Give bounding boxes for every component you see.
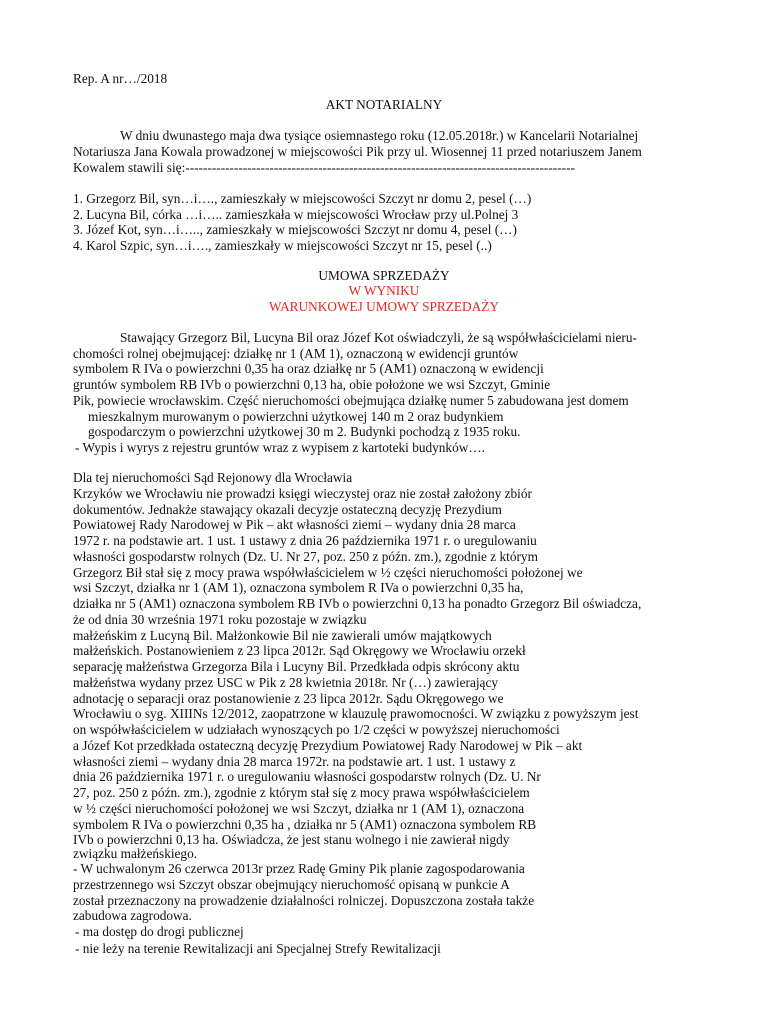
intro-line: Notariusza Jana Kowala prowadzonej w miejscowości Pik przy ul. Wiosennej 11 przed notariuszem Janem bbox=[73, 144, 642, 159]
paragraph-line: własności gospodarstw rolnych (Dz. U. Nr 27, poz. 250 z późn. zm.), zgodnie z którym bbox=[73, 549, 538, 564]
paragraph-line: został przeznaczony na prowadzenie działalności rolniczej. Dopuszczona została także bbox=[73, 893, 535, 908]
paragraph-line: Dla tej nieruchomości Sąd Rejonowy dla Wrocławia bbox=[73, 470, 353, 485]
paragraph-line: symbolem R IVa o powierzchni 0,35 ha , działka nr 5 (AM1) oznaczona symbolem RB bbox=[73, 817, 537, 832]
paragraph-line: dnia 26 października 1971 r. o uregulowaniu własności gospodarstw rolnych (Dz. U. Nr bbox=[73, 769, 541, 784]
paragraph-line: adnotację o separacji oraz postanowienie z 23 lipca 2012r. Sądu Okręgowego we bbox=[73, 691, 504, 706]
paragraph-line: własności ziemi – wydany dnia 28 marca 1972r. na podstawie art. 1 ust. 1 ustawy z bbox=[73, 754, 516, 769]
document-title: AKT NOTARIALNY bbox=[325, 97, 443, 112]
paragraph-line: separację małżeństwa Grzegorza Bila i Lucyny Bil. Przedkłada odpis skrócony aktu bbox=[73, 659, 520, 674]
paragraph-line: Pik, powiecie wrocławskim. Część nieruchomości obejmująca działkę numer 5 zabudowana jest domem bbox=[73, 393, 629, 408]
paragraph-line: gospodarczym o powierzchni użytkowej 30 m 2. Budynki pochodzą z 1935 roku. bbox=[88, 424, 521, 439]
intro-line: W dniu dwunastego maja dwa tysiące osiemnastego roku (12.05.2018r.) w Kancelarii Notarialnej bbox=[120, 128, 639, 143]
bullet-item: - Wypis i wyrys z rejestru gruntów wraz z wypisem z kartoteki budynków…. bbox=[75, 440, 485, 455]
paragraph-line: małżeńskim z Lucyną Bil. Małżonkowie Bil nie zawierali umów majątkowych bbox=[73, 628, 492, 643]
paragraph-line: przestrzennego wsi Szczyt obszar obejmujący nieruchomość opisaną w punkcie A bbox=[73, 877, 510, 892]
paragraph-line: chomości rolnej obejmującej: działkę nr 1 (AM 1), oznaczoną w ewidencji gruntów bbox=[73, 346, 519, 361]
party-item: 2. Lucyna Bil, córka …i….. zamieszkała w miejscowości Wrocław przy ul.Polnej 3 bbox=[73, 207, 519, 222]
paragraph-line: że od dnia 30 września 1971 roku pozostaje w związku bbox=[73, 612, 367, 627]
paragraph-line: Krzyków we Wrocławiu nie prowadzi księgi wieczystej oraz nie został założony zbiór bbox=[73, 486, 532, 501]
paragraph-line: dokumentów. Jednakże stawający okazali decyzje ostateczną decyzję Prezydium bbox=[73, 502, 502, 517]
paragraph-line: małżeństwa wydany przez USC w Pik z 28 kwietnia 2018r. Nr (…) zawierający bbox=[73, 675, 499, 690]
intro-line: Kowalem stawili się:---------------------------------------------------------------------------------------- bbox=[73, 160, 575, 175]
agreement-subtitle: WARUNKOWEJ UMOWY SPRZEDAŻY bbox=[269, 299, 499, 314]
party-item: 4. Karol Szpic, syn…i…., zamieszkały w miejscowości Szczyt nr 15, pesel (..) bbox=[73, 238, 492, 253]
party-item: 3. Józef Kot, syn…i….., zamieszkały w miejscowości Szczyt nr domu 4, pesel (…) bbox=[73, 222, 517, 237]
paragraph-line: on współwłaścicielem w udziałach wynoszących po 1/2 części w powyższej nieruchomości bbox=[73, 722, 560, 737]
rep-number: Rep. A nr…/2018 bbox=[73, 71, 168, 86]
paragraph-line: w ½ części nieruchomości położonej we wsi Szczyt, działka nr 1 (AM 1), oznaczona bbox=[73, 801, 525, 816]
paragraph-line: 1972 r. na podstawie art. 1 ust. 1 ustawy z dnia 26 października 1971 r. o uregulowaniu bbox=[73, 533, 537, 548]
party-item: 1. Grzegorz Bil, syn…i…., zamieszkały w miejscowości Szczyt nr domu 2, pesel (…) bbox=[73, 191, 532, 206]
paragraph-line: symbolem R IVa o powierzchni 0,35 ha oraz działkę nr 5 (AM1) oznaczoną w ewidencji bbox=[73, 361, 544, 376]
paragraph-line: zabudowa zagrodowa. bbox=[73, 908, 192, 923]
agreement-subtitle: W WYNIKU bbox=[348, 283, 420, 298]
paragraph-line: a Józef Kot przedkłada ostateczną decyzję Prezydium Powiatowej Rady Narodowej w Pik – akt bbox=[73, 738, 583, 753]
paragraph-line: mieszkalnym murowanym o powierzchni użytkowej 140 m 2 oraz budynkiem bbox=[88, 409, 504, 424]
paragraph-line: Grzegorz Bił stał się z mocy prawa współwłaścicielem w ½ części nieruchomości położonej we bbox=[73, 565, 583, 580]
paragraph-line: wsi Szczyt, działka nr 1 (AM 1), oznaczona symbolem R IVa o powierzchni 0,35 ha, bbox=[73, 580, 524, 595]
paragraph-line: Stawający Grzegorz Bil, Lucyna Bil oraz Józef Kot oświadczyli, że są współwłaścicielami nieru- bbox=[120, 330, 637, 345]
paragraph-line: - W uchwalonym 26 czerwca 2013r przez Radę Gminy Pik planie zagospodarowania bbox=[73, 861, 525, 876]
agreement-title: UMOWA SPRZEDAŻY bbox=[318, 268, 450, 283]
paragraph-line: działka nr 5 (AM1) oznaczona symbolem RB IVb o powierzchni 0,13 ha ponadto Grzegorz Bil oświadcza, bbox=[73, 596, 642, 611]
bullet-item: - nie leży na terenie Rewitalizacji ani Specjalnej Strefy Rewitalizacji bbox=[75, 941, 441, 956]
paragraph-line: Wrocławiu o syg. XIIINs 12/2012, zaopatrzone w klauzulę prawomocności. W związku z powyższym jest bbox=[73, 706, 639, 721]
bullet-item: - ma dostęp do drogi publicznej bbox=[75, 924, 244, 939]
paragraph-line: związku małżeńskiego. bbox=[73, 846, 198, 861]
paragraph-line: Powiatowej Rady Narodowej w Pik – akt własności ziemi – wydany dnia 28 marca bbox=[73, 517, 516, 532]
paragraph-line: gruntów symbolem RB IVb o powierzchni 0,13 ha, obie położone we wsi Szczyt, Gminie bbox=[73, 377, 551, 392]
paragraph-line: małżeńskich. Postanowieniem z 23 lipca 2012r. Sąd Okręgowy we Wrocławiu orzekł bbox=[73, 643, 526, 658]
paragraph-line: IVb o powierzchni 0,13 ha. Oświadcza, że jest stanu wolnego i nie zawierał nigdy bbox=[73, 832, 510, 847]
paragraph-line: 27, poz. 250 z późn. zm.), zgodnie z którym stał się z mocy prawa współwłaścicielem bbox=[73, 785, 530, 800]
